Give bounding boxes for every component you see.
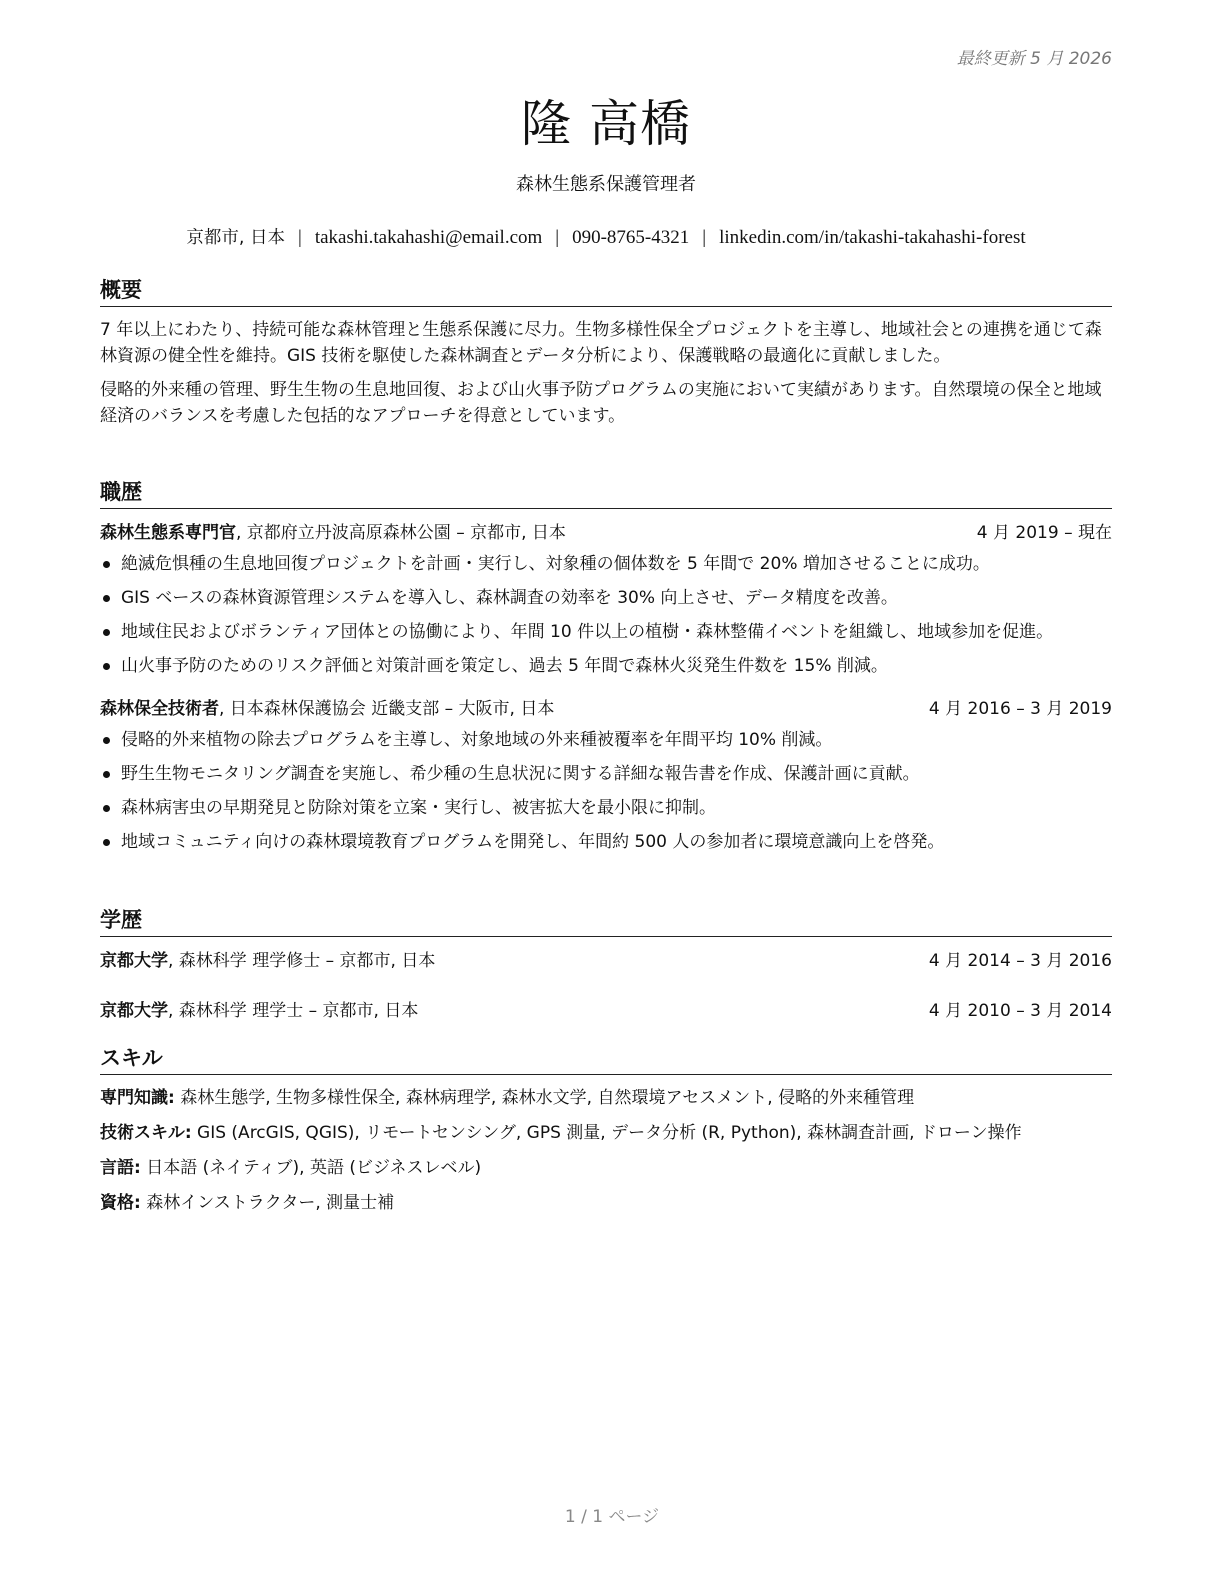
summary-paragraph: 侵略的外来種の管理、野生生物の生息地回復、および山火事予防プログラムの実施において実績があります。自然環境の保全と地域経済のバランスを考慮した包括的なアプローチを得意としています。: [100, 380, 1102, 426]
education-section: [100, 906, 1112, 1025]
skill-label: 技術スキル:: [100, 1123, 192, 1143]
job-role: 森林生態系専門官: [100, 523, 236, 543]
bullet-item: 絶滅危惧種の生息地回復プロジェクトを計画・実行し、対象種の個体数を 5 年間で 20% 増加させることに成功。: [100, 551, 1112, 577]
skill-line: [100, 1190, 1112, 1216]
job-entry: [100, 695, 1112, 855]
skill-value: 日本語 (ネイティブ), 英語 (ビジネスレベル): [140, 1158, 482, 1178]
school-name: 京都大学: [100, 951, 168, 971]
skill-line: [100, 1155, 1112, 1181]
education-dates: 4 月 2010 – 3 月 2014: [928, 1001, 1112, 1021]
summary-paragraph: 7 年以上にわたり、持続可能な森林管理と生態系保護に尽力。生物多様性保全プロジェクトを主導し、地域社会との連携を通じて森林資源の健全性を維持。GIS 技術を駆使した森林調査とデータ分析により、保護戦略の最適化に貢献しました。: [100, 320, 1102, 366]
bullet-item: 侵略的外来植物の除去プログラムを主導し、対象地域の外来種被覆率を年間平均 10% 削減。: [100, 727, 1112, 753]
contact-location: 京都市, 日本: [186, 228, 285, 248]
skill-label: 専門知識:: [100, 1088, 175, 1108]
education-dates: 4 月 2014 – 3 月 2016: [928, 951, 1112, 971]
job-title: 森林生態系保護管理者: [516, 174, 696, 195]
contact-separator: |: [298, 227, 302, 248]
section-heading: スキル: [100, 1044, 1112, 1075]
degree-detail: , 森林科学 理学修士 – 京都市, 日本: [168, 951, 436, 971]
bullet-item: 山火事予防のためのリスク評価と対策計画を策定し、過去 5 年間で森林火災発生件数を 15% 削減。: [100, 653, 1112, 679]
page-number: 1 / 1 ページ: [564, 1507, 660, 1527]
school-name: 京都大学: [100, 1001, 168, 1021]
job-role: 森林保全技術者: [100, 699, 219, 719]
skills-section: [100, 1044, 1112, 1225]
section-heading: 職歴: [100, 478, 1112, 509]
contact-separator: |: [702, 227, 707, 248]
experience-section: [100, 478, 1112, 863]
skill-line: [100, 1085, 1112, 1111]
bullet-item: 地域コミュニティ向けの森林環境教育プログラムを開発し、年間約 500 人の参加者に環境意識向上を啓発。: [100, 829, 1112, 855]
skill-value: GIS (ArcGIS, QGIS), リモートセンシング, GPS 測量, データ分析 (R, Python), 森林調査計画, ドローン操作: [191, 1123, 1022, 1143]
job-org: , 日本森林保護協会 近畿支部 – 大阪市, 日本: [219, 699, 555, 719]
contact-phone[interactable]: 090-8765-4321: [572, 227, 690, 248]
education-entry: [100, 947, 1112, 975]
job-bullets: [100, 551, 1112, 679]
job-header: [100, 519, 1112, 547]
summary-section: [100, 276, 1112, 437]
job-bullets: [100, 727, 1112, 855]
degree-detail: , 森林科学 理学士 – 京都市, 日本: [168, 1001, 419, 1021]
last-updated: 最終更新 5 月 2026: [956, 49, 1112, 69]
skill-label: 言語:: [100, 1158, 141, 1178]
candidate-name: 隆 高橋: [521, 95, 691, 153]
education-entry: [100, 997, 1112, 1025]
job-dates: 4 月 2019 – 現在: [976, 523, 1112, 543]
skill-value: 森林生態学, 生物多様性保全, 森林病理学, 森林水文学, 自然環境アセスメント, 侵略的外来種管理: [174, 1088, 915, 1108]
bullet-item: GIS ベースの森林資源管理システムを導入し、森林調査の効率を 30% 向上させ、データ精度を改善。: [100, 585, 1112, 611]
job-dates: 4 月 2016 – 3 月 2019: [928, 699, 1112, 719]
contact-separator: |: [555, 227, 560, 248]
job-org: , 京都府立丹波高原森林公園 – 京都市, 日本: [236, 523, 566, 543]
skill-value: 森林インストラクター, 測量士補: [140, 1193, 395, 1213]
contact-email[interactable]: takashi.takahashi@email.com: [314, 227, 543, 248]
contact-linkedin[interactable]: linkedin.com/in/takashi-takahashi-forest: [719, 227, 1026, 248]
section-heading: 学歴: [100, 906, 1112, 937]
section-heading: 概要: [100, 276, 1112, 307]
bullet-item: 地域住民およびボランティア団体との協働により、年間 10 件以上の植樹・森林整備イベントを組織し、地域参加を促進。: [100, 619, 1112, 645]
job-header: [100, 695, 1112, 723]
contact-line: [100, 224, 1112, 249]
skill-label: 資格:: [100, 1193, 141, 1213]
bullet-item: 森林病害虫の早期発見と防除対策を立案・実行し、被害拡大を最小限に抑制。: [100, 795, 1112, 821]
job-entry: [100, 519, 1112, 679]
skill-line: [100, 1120, 1112, 1146]
bullet-item: 野生生物モニタリング調査を実施し、希少種の生息状況に関する詳細な報告書を作成、保護計画に貢献。: [100, 761, 1112, 787]
